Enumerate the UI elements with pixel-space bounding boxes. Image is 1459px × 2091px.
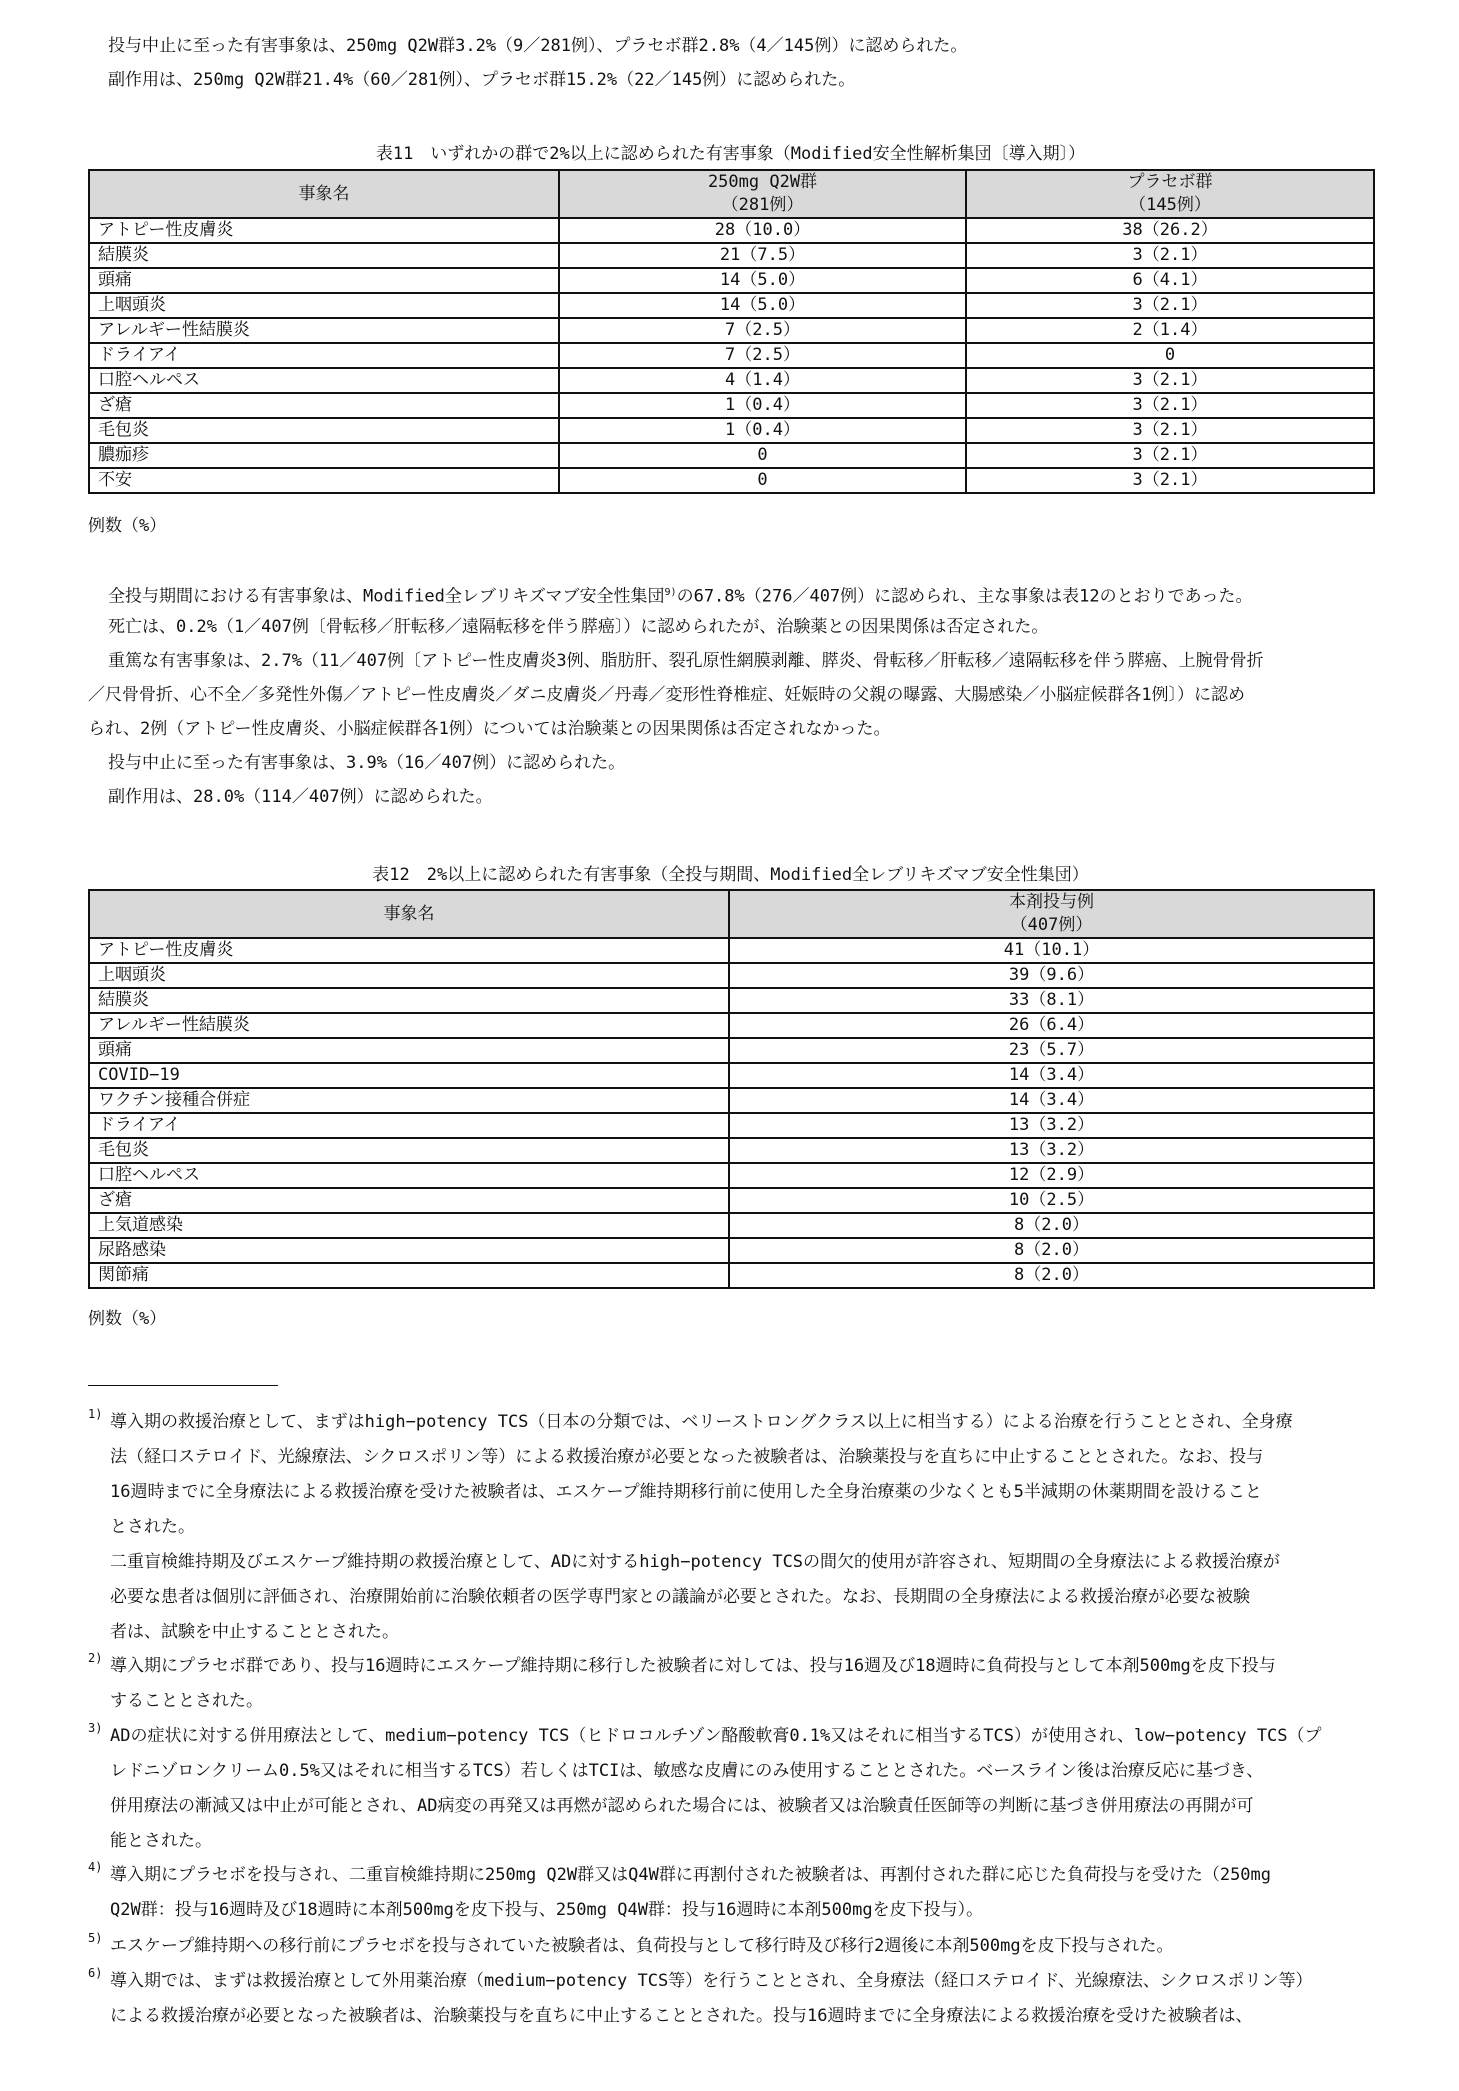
table11-cell-drug: 4（1.4） [559,368,966,393]
table11-cell-drug: 21（7.5） [559,243,966,268]
table12-cell-value: 8（2.0） [729,1213,1374,1238]
table11-cell-drug: 28（10.0） [559,218,966,243]
footnote-2-mark: 2) [88,1651,103,1665]
table12-body [89,938,1374,1288]
table12-cell-event: COVID−19 [89,1063,729,1088]
table12-cell-event: 尿路感染 [89,1238,729,1263]
table11-cell-event: 上咽頭炎 [89,293,559,318]
table11-row [89,418,1374,443]
footnote-5-mark: 5) [88,1931,103,1945]
table11-row [89,218,1374,243]
body-line-6: 投与中止に至った有害事象は、3.9%（16／407例）に認められた。 [108,753,626,773]
table12-cell-value: 8（2.0） [729,1263,1374,1288]
table12 [88,889,1375,1289]
table12-note: 例数（%） [88,1309,167,1329]
body-line-4: ／尺骨骨折、心不全／多発性外傷／アトピー性皮膚炎／ダニ皮膚炎／丹毒／変形性脊椎症、妊娠時の父親の曝露、大腸感染／小脳症候群各1例〕）に認め [88,685,1246,705]
table11-col-placebo: プラセボ群 （145例） [966,170,1374,218]
table12-cell-event: 関節痛 [89,1263,729,1288]
table12-cell-value: 26（6.4） [729,1013,1374,1038]
table12-cell-value: 23（5.7） [729,1038,1374,1063]
table12-col-drug: 本剤投与例 （407例） [729,890,1374,938]
table12-row [89,1238,1374,1263]
footnote-4-mark: 4) [88,1860,103,1874]
table11-cell-placebo: 0 [966,343,1374,368]
table12-row [89,1088,1374,1113]
table12-row [89,1063,1374,1088]
table11-cell-event: 不安 [89,468,559,493]
table12-cell-event: ざ瘡 [89,1188,729,1213]
table12-cell-event: 毛包炎 [89,1138,729,1163]
table11-col-drug: 250mg Q2W群 （281例） [559,170,966,218]
table12-row [89,963,1374,988]
table11-cell-drug: 0 [559,468,966,493]
table11-cell-drug: 14（5.0） [559,268,966,293]
table11-cell-event: 膿痂疹 [89,443,559,468]
table12-row [89,1213,1374,1238]
table12-cell-value: 12（2.9） [729,1163,1374,1188]
footnote-1-mark: 1) [88,1407,103,1421]
table11-cell-drug: 0 [559,443,966,468]
table11-cell-placebo: 6（4.1） [966,268,1374,293]
table12-caption: 表12 2%以上に認められた有害事象（全投与期間、Modified全レブリキズマブ安全性集団） [372,865,1089,885]
table12-cell-event: 口腔ヘルペス [89,1163,729,1188]
footnote-6: 6) 導入期では、まずは救援治療として外用薬治療（medium−potency TCS等）を行うこととされ、全身療法（経口ステロイド、光線療法、シクロスポリン等） による救援治療が必要となった被験者は、治験薬投与を直ちに中止することとされた。投与16週時までに全身療法による救援治療を受けた被験者は、 [88,1964,1373,2034]
table12-row [89,1188,1374,1213]
table11-cell-drug: 14（5.0） [559,293,966,318]
intro-discontinuation: 投与中止に至った有害事象は、250mg Q2W群3.2%（9／281例）、プラセボ群2.8%（4／145例）に認められた。 [108,36,968,56]
footnote-2: 2) 導入期にプラセボ群であり、投与16週時にエスケープ維持期に移行した被験者に対しては、投与16週及び18週時に負荷投与として本剤500mgを皮下投与 することとされた。 [88,1649,1373,1719]
table11-cell-placebo: 3（2.1） [966,293,1374,318]
table12-row [89,1138,1374,1163]
table12-cell-value: 39（9.6） [729,963,1374,988]
table11-cell-event: 頭痛 [89,268,559,293]
table11-cell-event: アトピー性皮膚炎 [89,218,559,243]
table11-row [89,343,1374,368]
table11-cell-drug: 7（2.5） [559,318,966,343]
table12-cell-event: 結膜炎 [89,988,729,1013]
table12-cell-value: 41（10.1） [729,938,1374,963]
table11-row [89,293,1374,318]
table12-cell-event: アレルギー性結膜炎 [89,1013,729,1038]
table12-cell-value: 33（8.1） [729,988,1374,1013]
table11-cell-placebo: 3（2.1） [966,243,1374,268]
table11-cell-event: ざ瘡 [89,393,559,418]
table11-col-event: 事象名 [89,170,559,218]
table12-cell-event: ワクチン接種合併症 [89,1088,729,1113]
table12-cell-event: 上咽頭炎 [89,963,729,988]
table11-row [89,393,1374,418]
table12-cell-event: 上気道感染 [89,1213,729,1238]
body-line-2: 死亡は、0.2%（1／407例〔骨転移／肝転移／遠隔転移を伴う膵癌〕）に認められたが、治験薬との因果関係は否定された。 [108,617,1049,637]
table11 [88,169,1375,494]
table12-cell-event: 頭痛 [89,1038,729,1063]
table11-cell-event: ドライアイ [89,343,559,368]
body-line-3: 重篤な有害事象は、2.7%（11／407例〔アトピー性皮膚炎3例、脂肪肝、裂孔原性網膜剥離、膵炎、骨転移／肝転移／遠隔転移を伴う膵癌、上腕骨骨折 [108,651,1264,671]
table11-cell-placebo: 3（2.1） [966,393,1374,418]
table12-row [89,1263,1374,1288]
table11-cell-placebo: 38（26.2） [966,218,1374,243]
table11-cell-drug: 1（0.4） [559,418,966,443]
footnote-3-mark: 3) [88,1721,103,1735]
table12-cell-value: 8（2.0） [729,1238,1374,1263]
footnote-3: 3) ADの症状に対する併用療法として、medium−potency TCS（ヒドロコルチゾン酪酸軟膏0.1%又はそれに相当するTCS）が使用され、low−potency TCS（プ レドニゾロンクリーム0.5%又はそれに相当するTCS）若しくはTCIは、敏感な皮膚にのみ使用することとされた。ベースライン後は治療反応に基づき、 併用療法の漸減又は中止が可能とされ、AD病変の再発又は再燃が認められた場合には、被験者又は治験責任医師等の判断に基づき併用療法の再開が可 能とされた。 [88,1719,1373,1859]
table11-cell-event: 口腔ヘルペス [89,368,559,393]
table11-row [89,268,1374,293]
table11-cell-event: 毛包炎 [89,418,559,443]
table11-body [89,218,1374,493]
table11-row [89,318,1374,343]
table12-cell-value: 13（3.2） [729,1113,1374,1138]
table12-row [89,1163,1374,1188]
footnote-5: 5) エスケープ維持期への移行前にプラセボを投与されていた被験者は、負荷投与として移行時及び移行2週後に本剤500mgを皮下投与された。 [88,1929,1373,1964]
table11-cell-placebo: 3（2.1） [966,368,1374,393]
table11-cell-drug: 7（2.5） [559,343,966,368]
table12-row [89,988,1374,1013]
table12-row [89,938,1374,963]
body-line-7: 副作用は、28.0%（114／407例）に認められた。 [108,787,493,807]
body-line-1-ref: 9) [664,587,677,598]
table11-cell-placebo: 3（2.1） [966,418,1374,443]
footnote-1: 1) 導入期の救援治療として、まずはhigh−potency TCS（日本の分類では、ベリーストロングクラス以上に相当する）による治療を行うこととされ、全身療 法（経口ステロイド、光線療法、シクロスポリン等）による救援治療が必要となった被験者は、治験薬投与を直ちに中止することとされた。なお、投与 16週時までに全身療法による救援治療を受けた被験者は、エスケープ維持期移行前に使用した全身治療薬の少なくとも5半減期の休薬期間を設けること とされた。 二重盲検維持期及びエスケープ維持期の救援治療として、ADに対するhigh−potency TCSの間欠的使用が許容され、短期間の全身療法による救援治療が 必要な患者は個別に評価され、治療開始前に治験依頼者の医学専門家との議論が必要とされた。なお、長期間の全身療法による救援治療が必要な被験 者は、試験を中止することとされた。 [88,1405,1373,1650]
footnote-6-mark: 6) [88,1966,103,1980]
table11-row [89,243,1374,268]
table12-cell-event: アトピー性皮膚炎 [89,938,729,963]
table12-cell-value: 14（3.4） [729,1063,1374,1088]
footnote-divider [88,1385,278,1386]
table12-row [89,1113,1374,1138]
table11-header-row [89,170,1374,218]
table12-col-event: 事象名 [89,890,729,938]
table11-cell-placebo: 2（1.4） [966,318,1374,343]
body-line-1: 全投与期間における有害事象は、Modified全レブリキズマブ安全性集団$^{9)}$の67.8%（276／407例）に認められ、主な事象は表12のとおりであった。 [108,586,1253,607]
table11-note: 例数（%） [88,516,167,536]
table12-header-row [89,890,1374,938]
table11-cell-event: アレルギー性結膜炎 [89,318,559,343]
table11-cell-event: 結膜炎 [89,243,559,268]
intro-side-effects: 副作用は、250mg Q2W群21.4%（60／281例）、プラセボ群15.2%（22／145例）に認められた。 [108,70,856,90]
table11-row [89,443,1374,468]
table12-cell-value: 14（3.4） [729,1088,1374,1113]
table11-row [89,368,1374,393]
table12-cell-event: ドライアイ [89,1113,729,1138]
body-line-5: られ、2例（アトピー性皮膚炎、小脳症候群各1例）については治験薬との因果関係は否定されなかった。 [88,719,891,739]
table12-row [89,1038,1374,1063]
footnote-4: 4) 導入期にプラセボを投与され、二重盲検維持期に250mg Q2W群又はQ4W群に再割付された被験者は、再割付された群に応じた負荷投与を受けた（250mg Q2W群：投与16週時及び18週時に本剤500mgを皮下投与、250mg Q4W群：投与16週時に本剤500mgを皮下投与）。 [88,1858,1373,1928]
table11-caption: 表11 いずれかの群で2%以上に認められた有害事象（Modified安全性解析集団〔導入期〕） [375,144,1086,164]
table12-cell-value: 13（3.2） [729,1138,1374,1163]
table11-cell-drug: 1（0.4） [559,393,966,418]
table12-row [89,1013,1374,1038]
table11-cell-placebo: 3（2.1） [966,443,1374,468]
table12-cell-value: 10（2.5） [729,1188,1374,1213]
table11-row [89,468,1374,493]
table11-cell-placebo: 3（2.1） [966,468,1374,493]
